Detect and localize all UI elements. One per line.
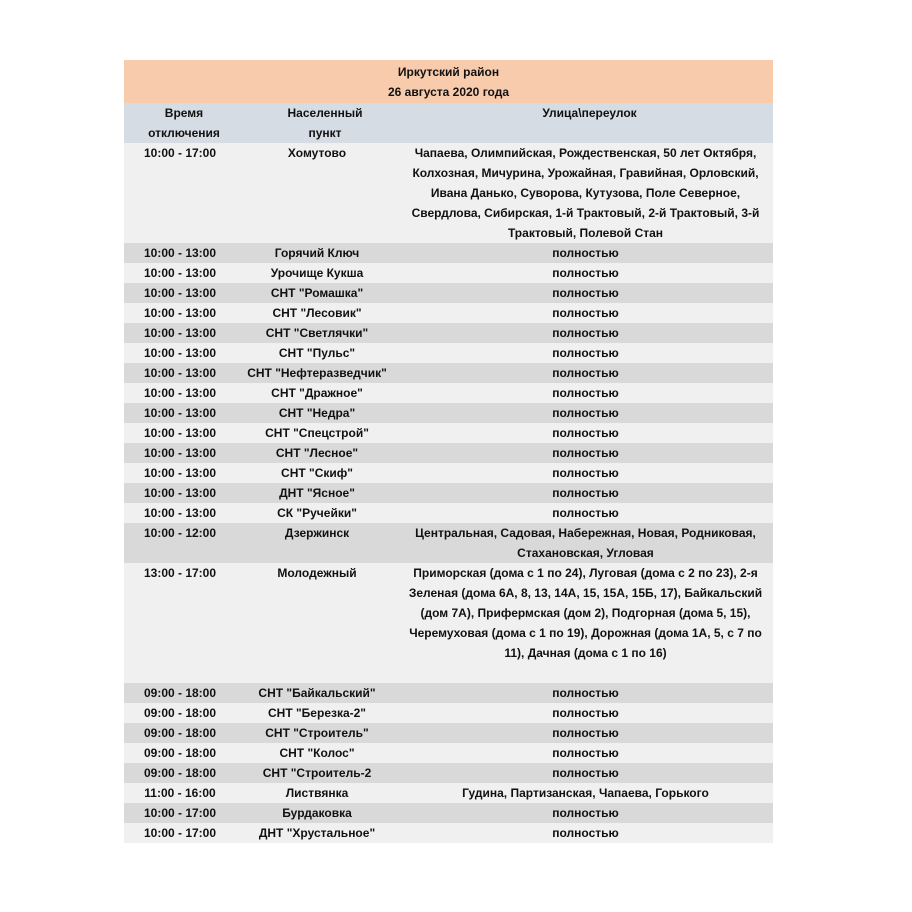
cell-time: 10:00 - 17:00: [143, 146, 217, 160]
cell-settlement: Урочище Кукша: [270, 266, 364, 280]
table-row: [124, 343, 773, 363]
cell-street: полностью: [552, 466, 619, 480]
cell-street: полностью: [552, 406, 619, 420]
table-row: [124, 143, 773, 243]
cell-settlement: ДНТ "Ясное": [279, 486, 355, 500]
table-row: [124, 423, 773, 443]
cell-settlement: Листвянка: [285, 786, 349, 800]
cell-settlement: ДНТ "Хрустальное": [258, 826, 376, 840]
outage-table: [124, 60, 773, 843]
date-title: 26 августа 2020 года: [388, 85, 509, 99]
table-row: [124, 463, 773, 483]
cell-street: полностью: [552, 386, 619, 400]
cell-street: полностью: [552, 426, 619, 440]
table-row: [124, 383, 773, 403]
table-body: [124, 143, 773, 843]
cell-settlement: СНТ "Скиф": [281, 466, 353, 480]
cell-street: полностью: [552, 306, 619, 320]
cell-time: 09:00 - 18:00: [143, 726, 217, 740]
cell-time: 10:00 - 13:00: [143, 306, 217, 320]
cell-street: Чапаева, Олимпийская, Рождественская, 50 лет Октября, Колхозная, Мичурина, Урожайная, Гравийная, Орловский, Ивана Данько, Суворова, Кутузова, Поле Северное, Свердлова, Сибирская, 1-й Трактовый, 2-й Трактовый, 3-й Трактовый, Полевой Стан: [411, 146, 760, 240]
cell-street: полностью: [552, 706, 619, 720]
table-row: [124, 723, 773, 743]
cell-time: 10:00 - 13:00: [143, 266, 217, 280]
header-street-label: Улица\переулок: [542, 106, 637, 120]
cell-street: Центральная, Садовая, Набережная, Новая, Родниковая, Стахановская, Угловая: [415, 526, 756, 560]
header-street: [406, 103, 773, 143]
cell-time: 10:00 - 13:00: [143, 326, 217, 340]
cell-street: полностью: [552, 366, 619, 380]
table-row: [124, 323, 773, 343]
cell-time: 10:00 - 13:00: [143, 466, 217, 480]
cell-street: Приморская (дома с 1 по 24), Луговая (дома с 2 по 23), 2-я Зеленая (дома 6А, 8, 13, 14А, 15, 15А, 15Б, 17), Байкальский (дом 7А), Прифермская (дом 2), Подгорная (дома 5, 15), Черемуховая (дома с 1 по 19), Дорожная (дома 1А, 5, с 7 по 11), Дачная (дома с 1 по 16): [408, 566, 763, 660]
cell-time: 10:00 - 13:00: [143, 406, 217, 420]
cell-settlement: СНТ "Пульс": [278, 346, 356, 360]
table-row: [124, 683, 773, 703]
cell-street: полностью: [552, 746, 619, 760]
cell-time: 10:00 - 13:00: [143, 286, 217, 300]
cell-settlement: СНТ "Колос": [279, 746, 355, 760]
cell-street: полностью: [552, 266, 619, 280]
cell-settlement: СНТ "Березка-2": [268, 706, 366, 720]
table-row: [124, 703, 773, 723]
cell-settlement: СК "Ручейки": [277, 506, 357, 520]
cell-time: 11:00 - 16:00: [144, 786, 216, 800]
table-row: [124, 483, 773, 503]
cell-time: 10:00 - 13:00: [143, 446, 217, 460]
header-time: [124, 103, 244, 143]
table-row: [124, 523, 773, 563]
cell-settlement: Дзержинск: [284, 526, 350, 540]
cell-settlement: СНТ "Лесное": [275, 446, 359, 460]
cell-street: полностью: [552, 726, 619, 740]
cell-time: 10:00 - 17:00: [143, 806, 217, 820]
header-settlement-label: Населенный пункт: [287, 106, 363, 140]
table-row: [124, 443, 773, 463]
district-title: Иркутский район: [397, 65, 500, 79]
table-row: [124, 783, 773, 803]
cell-street: полностью: [552, 686, 619, 700]
column-headers: [124, 103, 773, 143]
cell-settlement: Хомутово: [287, 146, 347, 160]
cell-time: 09:00 - 18:00: [143, 686, 217, 700]
cell-street: Гудина, Партизанская, Чапаева, Горького: [462, 786, 709, 800]
cell-settlement: СНТ "Дражное": [271, 386, 363, 400]
table-row: [124, 303, 773, 323]
cell-time: 10:00 - 13:00: [143, 486, 217, 500]
cell-street: полностью: [552, 326, 619, 340]
cell-settlement: СНТ "Строитель": [265, 726, 369, 740]
cell-street: полностью: [552, 806, 619, 820]
cell-street: полностью: [552, 346, 619, 360]
cell-settlement: Молодежный: [277, 566, 357, 580]
table-row: [124, 243, 773, 263]
cell-time: 09:00 - 18:00: [143, 746, 217, 760]
cell-street: полностью: [552, 286, 619, 300]
cell-time: 10:00 - 13:00: [143, 366, 217, 380]
cell-street: полностью: [552, 486, 619, 500]
table-row: [124, 743, 773, 763]
table-row: [124, 803, 773, 823]
cell-time: 10:00 - 13:00: [143, 426, 217, 440]
cell-time: 10:00 - 13:00: [143, 506, 217, 520]
table-title: [124, 60, 773, 103]
cell-time: 09:00 - 18:00: [143, 766, 217, 780]
cell-street: полностью: [552, 506, 619, 520]
table-row: [124, 403, 773, 423]
cell-time: 10:00 - 13:00: [143, 246, 217, 260]
cell-street: полностью: [552, 826, 619, 840]
cell-settlement: СНТ "Байкальский": [258, 686, 376, 700]
cell-settlement: СНТ "Ромашка": [270, 286, 364, 300]
cell-settlement: Горячий Ключ: [274, 246, 360, 260]
table-row: [124, 823, 773, 843]
cell-time: 13:00 - 17:00: [143, 566, 217, 580]
table-row: [124, 263, 773, 283]
cell-time: 10:00 - 13:00: [143, 386, 217, 400]
table-row: [124, 283, 773, 303]
cell-time: 10:00 - 12:00: [143, 526, 217, 540]
cell-street: полностью: [552, 246, 619, 260]
header-settlement: [244, 103, 406, 143]
cell-time: 10:00 - 17:00: [143, 826, 217, 840]
cell-street: полностью: [552, 446, 619, 460]
cell-settlement: Бурдаковка: [282, 806, 352, 820]
cell-time: 10:00 - 13:00: [143, 346, 217, 360]
table-row: [124, 363, 773, 383]
table-row: [124, 503, 773, 523]
table-row: [124, 763, 773, 783]
header-time-label: Время отключения: [148, 106, 220, 140]
cell-settlement: СНТ "Лесовик": [272, 306, 362, 320]
table-row: [124, 563, 773, 683]
cell-settlement: СНТ "Нефтеразведчик": [247, 366, 387, 380]
cell-settlement: СНТ "Недра": [278, 406, 356, 420]
cell-settlement: СНТ "Светлячки": [265, 326, 369, 340]
cell-settlement: СНТ "Спецстрой": [265, 426, 369, 440]
cell-street: полностью: [552, 766, 619, 780]
cell-settlement: СНТ "Строитель-2: [262, 766, 372, 780]
cell-time: 09:00 - 18:00: [143, 706, 217, 720]
